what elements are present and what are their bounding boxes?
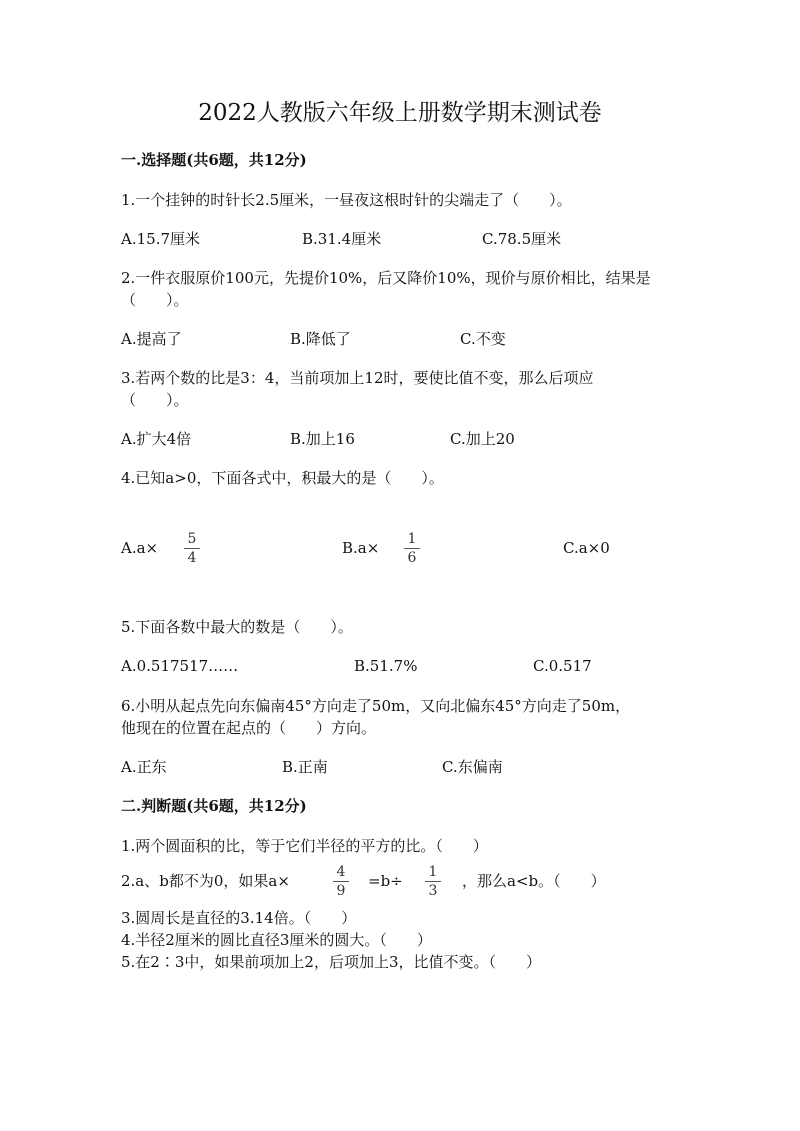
question-5-stem: 5.下面各数中最大的数是（ ）。 bbox=[121, 618, 353, 636]
fraction-bar bbox=[404, 548, 420, 549]
question-4-option-b: B.a× bbox=[342, 539, 380, 557]
fraction-numerator: 4 bbox=[336, 864, 346, 880]
judgement-5: 5.在2∶3中，如果前项加上2，后项加上3，比值不变。（ ） bbox=[121, 953, 541, 971]
question-4-stem: 4.已知a>0，下面各式中，积最大的是（ ）。 bbox=[121, 469, 444, 487]
question-1-option-b: B.31.4厘米 bbox=[302, 230, 382, 248]
question-3-stem-line1: 3.若两个数的比是3：4，当前项加上12时，要使比值不变，那么后项应 bbox=[121, 369, 594, 387]
question-1-option-a: A.15.7厘米 bbox=[121, 230, 200, 248]
fraction-denominator: 9 bbox=[336, 883, 346, 899]
judgement-2-part3: ，那么a<b。（ ） bbox=[462, 872, 606, 890]
question-1-stem: 1.一个挂钟的时针长2.5厘米，一昼夜这根时针的尖端走了（ ）。 bbox=[121, 191, 572, 209]
question-1-option-c: C.78.5厘米 bbox=[482, 230, 562, 248]
question-5-option-c: C.0.517 bbox=[533, 657, 592, 675]
question-2-option-b: B.降低了 bbox=[290, 330, 351, 348]
question-3-option-a: A.扩大4倍 bbox=[121, 430, 192, 448]
judgement-3: 3.圆周长是直径的3.14倍。（ ） bbox=[121, 909, 357, 927]
question-3-stem-line2: （ ）。 bbox=[121, 391, 189, 409]
fraction-numerator: 5 bbox=[187, 531, 197, 547]
judgement-2-fraction-2 bbox=[422, 864, 444, 899]
fraction-denominator: 6 bbox=[407, 550, 417, 566]
section-heading-judgement: 二.判断题(共6题，共12分) bbox=[121, 797, 307, 815]
question-3-option-c: C.加上20 bbox=[450, 430, 515, 448]
fraction-numerator: 1 bbox=[428, 864, 438, 880]
judgement-4: 4.半径2厘米的圆比直径3厘米的圆大。（ ） bbox=[121, 931, 432, 949]
question-4-option-b-fraction bbox=[401, 531, 423, 566]
fraction-denominator: 3 bbox=[428, 883, 438, 899]
fraction-denominator: 4 bbox=[187, 550, 197, 566]
section-heading-choice: 一.选择题(共6题，共12分) bbox=[121, 151, 307, 169]
question-2-stem-line1: 2.一件衣服原价100元，先提价10%，后又降价10%，现价与原价相比，结果是 bbox=[121, 269, 651, 287]
question-4-option-c: C.a×0 bbox=[563, 539, 610, 557]
judgement-2-part1: 2.a、b都不为0，如果a× bbox=[121, 872, 290, 890]
question-3-option-b: B.加上16 bbox=[290, 430, 355, 448]
fraction-numerator: 1 bbox=[407, 531, 417, 547]
fraction-bar bbox=[184, 548, 200, 549]
question-6-stem-line2: 他现在的位置在起点的（ ）方向。 bbox=[121, 719, 377, 737]
fraction-bar bbox=[333, 881, 349, 882]
fraction-bar bbox=[425, 881, 441, 882]
question-6-option-a: A.正东 bbox=[121, 758, 167, 776]
judgement-2-fraction-1 bbox=[330, 864, 352, 899]
question-5-option-b: B.51.7% bbox=[354, 657, 418, 675]
judgement-1: 1.两个圆面积的比，等于它们半径的平方的比。（ ） bbox=[121, 837, 488, 855]
judgement-2-part2: =b÷ bbox=[368, 872, 403, 890]
question-4-option-a-fraction bbox=[181, 531, 203, 566]
question-5-option-a: A.0.517517…… bbox=[121, 657, 239, 675]
question-6-option-c: C.东偏南 bbox=[442, 758, 503, 776]
question-6-stem-line1: 6.小明从起点先向东偏南45°方向走了50m，又向北偏东45°方向走了50m， bbox=[121, 697, 631, 715]
question-2-option-c: C.不变 bbox=[460, 330, 506, 348]
question-4-option-a: A.a× bbox=[121, 539, 159, 557]
question-2-option-a: A.提高了 bbox=[121, 330, 182, 348]
page-title: 2022人教版六年级上册数学期末测试卷 bbox=[198, 100, 602, 126]
question-6-option-b: B.正南 bbox=[282, 758, 328, 776]
question-2-stem-line2: （ ）。 bbox=[121, 291, 189, 309]
